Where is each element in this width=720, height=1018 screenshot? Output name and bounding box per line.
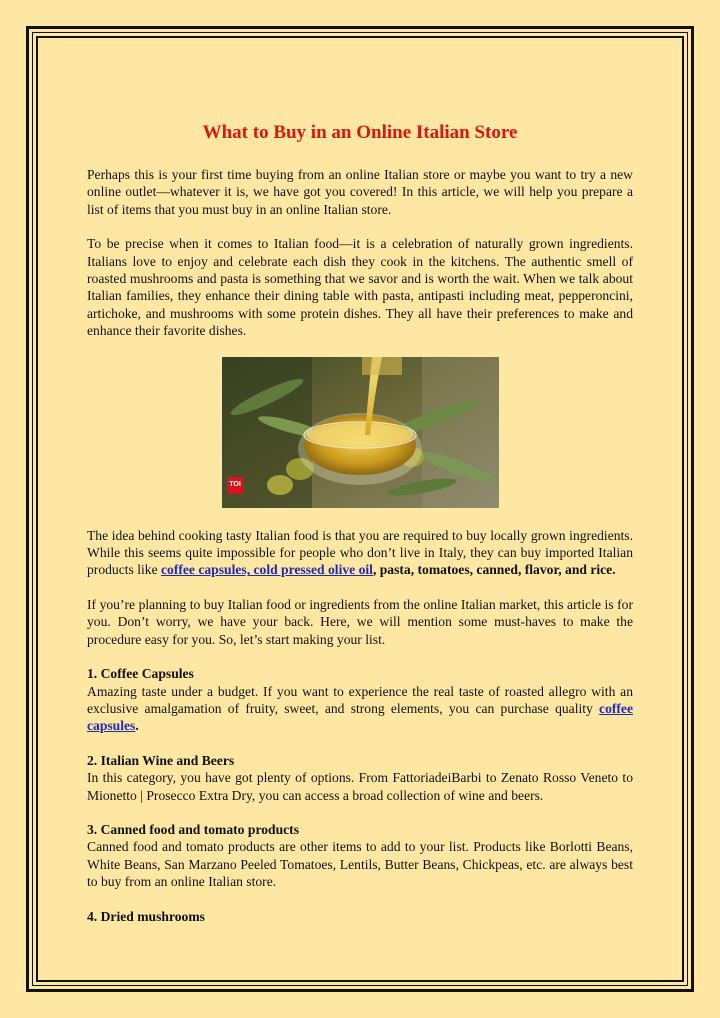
section-heading: 2. Italian Wine and Beers (87, 752, 235, 768)
paragraph-2: To be precise when it comes to Italian food—it is a celebration of naturally grown ingredients. Italians love to enjoy and celebrate each dish they cook in the kitchens. The authentic smell of roasted mushrooms and pasta is something that we savor and is worth the wait. When we talk about Italian families, they enhance their dining table with pasta, antipasti including meat, pepperoncini, artichoke, and mushrooms with some protein dishes. They all have their preferences to make and enhance their favorite dishes. (87, 236, 633, 339)
section-dried-mushrooms (87, 908, 633, 925)
paragraph-4: If you’re planning to buy Italian food or ingredients from the online Italian market, this article is for you. Don’t worry, we have your back. Here, we will mention some must-haves to make the procedure easy for you. So, let’s start making your list. (87, 596, 633, 647)
section-text: Canned food and tomato products are other items to add to your list. Products like Borlotti Beans, White Beans, San Marzano Peeled Tomatoes, Lentils, Butter Beans, Chickpeas, etc. are always best to buy from an online Italian store. (87, 839, 633, 890)
section-text: Amazing taste under a budget. If you want to experience the real taste of roasted allegro with an exclusive amalgamation of fruity, sweet, and strong elements, you can purchase quality (87, 683, 633, 716)
section-heading: 4. Dried mushrooms (87, 908, 205, 924)
intro-paragraph: Perhaps this is your first time buying from an online Italian store or maybe you want to try a new online outlet—whatever it is, we have got you covered! In this article, we will help you prepare a list of items that you must buy in an online Italian store. (87, 167, 633, 217)
section-heading: 1. Coffee Capsules (87, 666, 194, 682)
olive-oil-photo (222, 357, 499, 508)
article-title: What to Buy in an Online Italian Store (202, 122, 518, 143)
paragraph-3-text-before: The idea behind cooking tasty Italian food is that you are required to buy locally grown ingredients. While this seems quite impossible for people who don’t live in Italy, they can buy imported Italian products like (87, 527, 633, 578)
paragraph-3-text-after: , pasta, tomatoes, canned, flavor, and rice. (372, 562, 616, 578)
toi-badge: TOI (227, 477, 244, 494)
section-wine-beers (87, 752, 633, 804)
paragraph-3 (87, 527, 633, 579)
section-text: In this category, you have got plenty of options. From FattoriadeiBarbi to Zenato Rosso Veneto to Mionetto | Prosecco Extra Dry, you can access a broad collection of wine and beers. (87, 770, 633, 803)
article-body (87, 120, 633, 942)
section-text-after: . (135, 718, 139, 734)
olive-oil-bowl-image (222, 357, 499, 508)
section-coffee-capsules (87, 665, 633, 735)
coffee-capsules-link[interactable]: coffee capsules (87, 700, 633, 734)
coffee-olive-oil-link[interactable]: coffee capsules, cold pressed olive oil (161, 562, 373, 578)
section-heading: 3. Canned food and tomato products (87, 821, 299, 837)
section-canned-food (87, 821, 633, 891)
